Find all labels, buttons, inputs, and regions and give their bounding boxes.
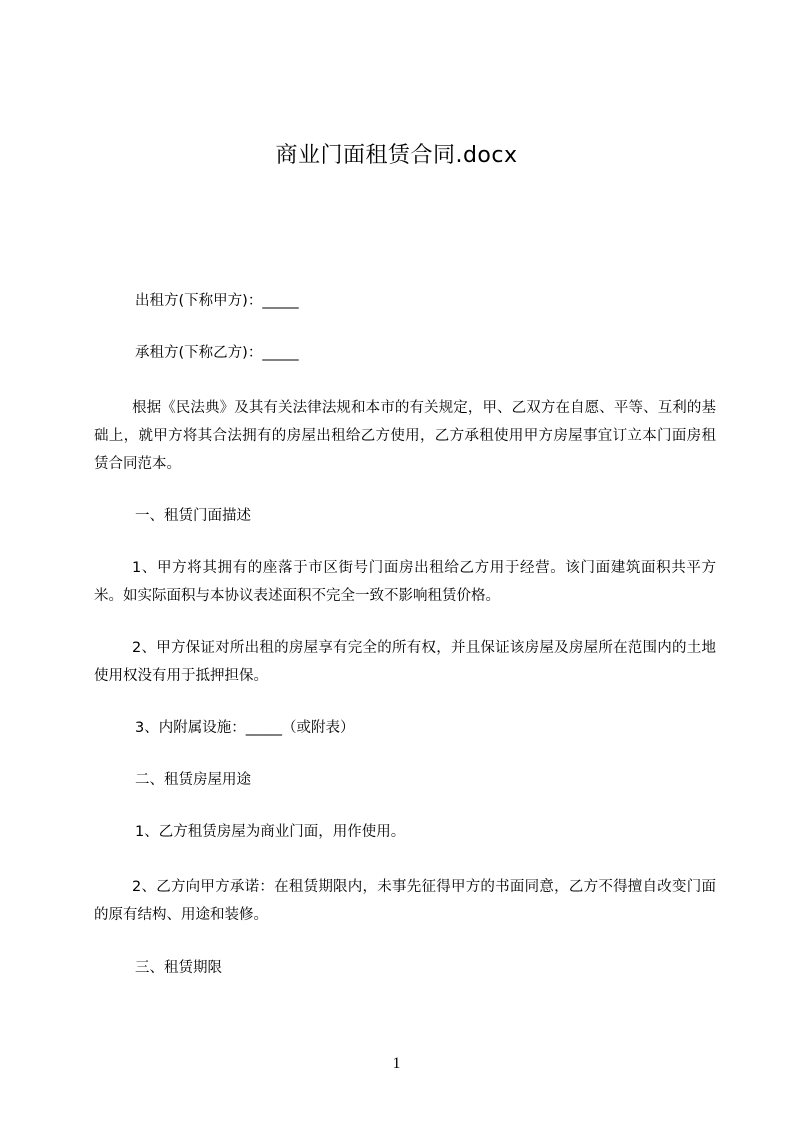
lessor-line: 出租方(下称甲方)：_____ [135, 293, 299, 309]
section-1-item-2: 2、甲方保证对所出租的房屋享有完全的所有权，并且保证该房屋及房屋所在范围内的土地使用权没有用于抵押担保。 [94, 640, 716, 684]
section-2-item-2: 2、乙方向甲方承诺：在租赁期限内，未事先征得甲方的书面同意，乙方不得擅自改变门面的原有结构、用途和装修。 [94, 879, 716, 923]
section-1-item-3: 3、内附属设施：_____（或附表） [135, 720, 355, 736]
page-number: 1 [392, 1055, 401, 1072]
section-2-heading: 二、租赁房屋用途 [135, 772, 251, 788]
section-1-item-1: 1、甲方将其拥有的座落于市区街号门面房出租给乙方用于经营。该门面建筑面积共平方米。如实际面积与本协议表述面积不完全一致不影响租赁价格。 [94, 560, 716, 604]
lessee-line: 承租方(下称乙方)：_____ [135, 345, 299, 361]
document-title: 商业门面租赁合同.docx [275, 143, 518, 168]
preamble-paragraph: 根据《民法典》及其有关法律法规和本市的有关规定，甲、乙双方在自愿、平等、互利的基础上，就甲方将其合法拥有的房屋出租给乙方使用，乙方承租使用甲方房屋事宜订立本门面房租赁合同范本。 [94, 400, 716, 472]
section-3-heading: 三、租赁期限 [135, 960, 222, 976]
section-2-item-1: 1、乙方租赁房屋为商业门面，用作使用。 [135, 824, 406, 840]
section-1-heading: 一、租赁门面描述 [135, 508, 251, 524]
